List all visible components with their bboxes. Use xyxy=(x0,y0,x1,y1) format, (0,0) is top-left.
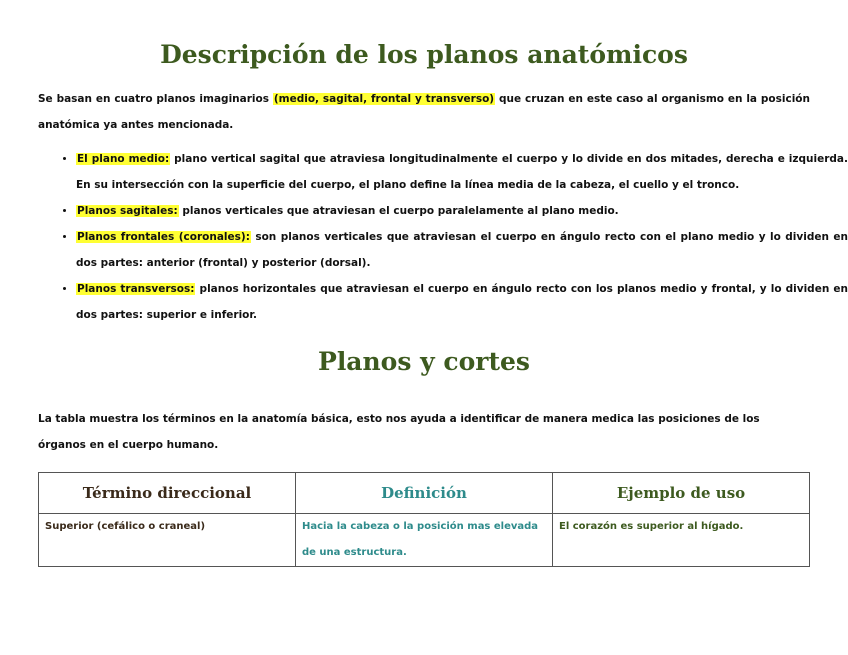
plane-term: Planos sagitales: xyxy=(77,205,178,217)
table-header-row xyxy=(39,473,810,514)
cell-ejemplo: El corazón es superior al hígado. xyxy=(553,514,810,567)
planes-list xyxy=(38,146,848,328)
plane-description: planos verticales que atraviesan el cuerpo paralelamente al plano medio. xyxy=(178,205,619,217)
table-row xyxy=(39,514,810,567)
header-ejemplo: Ejemplo de uso xyxy=(553,473,810,514)
cell-termino: Superior (cefálico o craneal) xyxy=(39,514,296,567)
header-termino: Término direccional xyxy=(39,473,296,514)
intro-text-after: que cruzan en este caso al organismo en la posición anatómica ya antes mencionada. xyxy=(38,93,810,131)
plane-description: plano vertical sagital que atraviesa longitudinalmente el cuerpo y lo divide en dos mitades, derecha e izquierda. En su intersección con la superficie del cuerpo, el plano define la línea media de la cabeza, el cuello y el tronco. xyxy=(76,153,848,191)
plane-term: Planos transversos: xyxy=(77,283,195,295)
list-item-planos-frontales xyxy=(76,224,848,276)
plane-term: Planos frontales (coronales): xyxy=(77,231,250,243)
section-heading: Planos y cortes xyxy=(318,347,530,376)
list-item-planos-sagitales xyxy=(76,198,848,224)
page-title: Descripción de los planos anatómicos xyxy=(160,40,688,69)
list-item-planos-transversos xyxy=(76,276,848,328)
header-definicion: Definición xyxy=(296,473,553,514)
intro-highlight: (medio, sagital, frontal y transverso) xyxy=(273,93,495,105)
plane-description: planos horizontales que atraviesan el cuerpo en ángulo recto con los planos medio y frontal, y lo dividen en dos partes: superior e inferior. xyxy=(76,283,848,321)
intro-paragraph xyxy=(38,86,810,138)
terms-table xyxy=(38,472,810,567)
list-item-plano-medio xyxy=(76,146,848,198)
cell-definicion: Hacia la cabeza o la posición mas elevada de una estructura. xyxy=(296,514,553,567)
table-intro-paragraph: La tabla muestra los términos en la anatomía básica, esto nos ayuda a identificar de manera medica las posiciones de los órganos en el cuerpo humano. xyxy=(38,413,760,451)
plane-term: El plano medio: xyxy=(77,153,170,165)
plane-description: son planos verticales que atraviesan el cuerpo en ángulo recto con el plano medio y lo dividen en dos partes: anterior (frontal) y posterior (dorsal). xyxy=(76,231,848,269)
intro-text-before: Se basan en cuatro planos imaginarios xyxy=(38,93,273,105)
